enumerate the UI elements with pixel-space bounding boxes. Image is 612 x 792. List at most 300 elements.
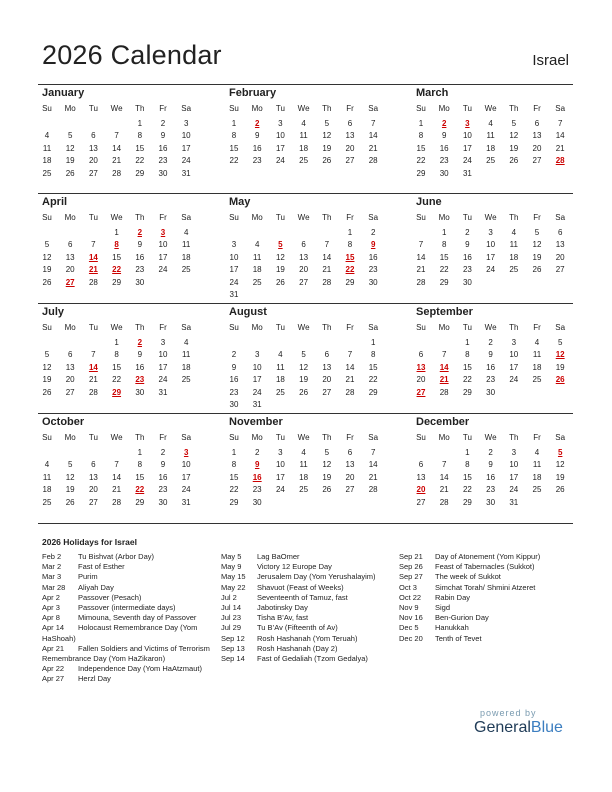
calendar-date: 28 xyxy=(368,156,378,166)
calendar-date: 9 xyxy=(488,460,493,470)
calendar-date: 30 xyxy=(439,168,449,178)
calendar-date: 24 xyxy=(181,485,191,495)
weekday-header: Sa xyxy=(181,433,192,442)
calendar-date: 11 xyxy=(299,460,308,470)
calendar-date: 22 xyxy=(229,485,239,495)
calendar-date: 10 xyxy=(275,131,285,141)
weekday-header: Su xyxy=(42,323,52,332)
calendar-date: 3 xyxy=(511,448,517,457)
weekday-header: Sa xyxy=(181,104,192,113)
weekday-header: Fr xyxy=(533,104,541,113)
calendar-date: 12 xyxy=(299,362,309,372)
calendar-date: 7 xyxy=(441,350,447,360)
holiday-name: Fast of Esther xyxy=(78,562,125,572)
weekday-header: Su xyxy=(416,433,426,442)
month-name: July xyxy=(42,306,65,318)
calendar-date: 27 xyxy=(532,156,542,166)
holiday-name: Rosh Hashanah (Yom Teruah) xyxy=(257,633,358,643)
weekday-header: Sa xyxy=(555,323,566,332)
holiday-item xyxy=(399,613,571,623)
holiday-date: 27 xyxy=(65,277,75,287)
calendar-date: 27 xyxy=(65,387,75,397)
calendar-date: 5 xyxy=(44,350,50,360)
calendar-date: 23 xyxy=(229,387,239,397)
holiday-date: 9 xyxy=(370,240,376,250)
weekday-header: Tu xyxy=(275,104,285,113)
calendar-date: 13 xyxy=(299,252,309,262)
calendar-date: 30 xyxy=(135,387,145,397)
calendar-date: 21 xyxy=(112,485,122,495)
calendar-date: 9 xyxy=(231,362,237,372)
weekday-header: Th xyxy=(135,213,145,222)
calendar-date: 8 xyxy=(441,240,447,250)
calendar-date: 19 xyxy=(555,472,565,482)
calendar-date: 5 xyxy=(44,240,50,250)
weekday-header: Fr xyxy=(346,104,354,113)
calendar-date: 13 xyxy=(345,131,355,141)
calendar-date: 16 xyxy=(158,143,168,153)
brand-logo[interactable] xyxy=(474,719,563,737)
calendar-date: 10 xyxy=(252,362,262,372)
calendar-date: 15 xyxy=(439,252,449,262)
calendar-date: 20 xyxy=(345,143,355,153)
calendar-date: 9 xyxy=(465,240,470,250)
holiday-date: 3 xyxy=(183,448,189,457)
holiday-item xyxy=(221,644,393,654)
calendar-date: 30 xyxy=(135,277,145,287)
calendar-date: 10 xyxy=(181,131,191,141)
calendar-date: 7 xyxy=(441,460,447,470)
holiday-column xyxy=(221,552,393,664)
calendar-date: 20 xyxy=(88,485,98,495)
holiday-name: Rabin Day xyxy=(435,592,471,602)
calendar-date: 28 xyxy=(416,277,426,287)
weekday-header: Mo xyxy=(64,213,76,222)
holiday-date-label: Feb 2 xyxy=(42,552,62,561)
calendar-date: 28 xyxy=(322,277,332,287)
calendar-date: 6 xyxy=(534,119,540,128)
calendar-date: 9 xyxy=(441,131,447,141)
weekday-header: Mo xyxy=(438,104,450,113)
weekday-header: Mo xyxy=(438,433,450,442)
calendar-date: 9 xyxy=(488,350,493,360)
weekday-header: Tu xyxy=(462,433,472,442)
holiday-item xyxy=(42,664,214,674)
calendar-date: 2 xyxy=(488,448,493,457)
holiday-item xyxy=(42,583,214,593)
calendar-date: 23 xyxy=(158,485,168,495)
calendar-date: 11 xyxy=(182,240,191,250)
weekday-header: Tu xyxy=(88,433,98,442)
weekday-header: Fr xyxy=(533,433,541,442)
holiday-date-label: May 9 xyxy=(221,562,242,572)
holiday-item xyxy=(221,552,393,562)
holiday-date-label: Apr 21 xyxy=(42,643,65,653)
calendar-date: 27 xyxy=(322,387,332,397)
holiday-item xyxy=(42,552,214,562)
calendar-date: 6 xyxy=(324,350,330,360)
calendar-date: 8 xyxy=(137,460,143,470)
calendar-date: 25 xyxy=(299,485,309,495)
calendar-date: 3 xyxy=(278,448,283,457)
holiday-name: Passover (intermediate days) xyxy=(78,603,176,613)
holiday-item xyxy=(42,593,214,603)
calendar-date: 4 xyxy=(183,228,189,237)
holiday-name: Shavuot (Feast of Weeks) xyxy=(257,582,344,592)
holiday-name: Holocaust Remembrance Day (Yom HaShoah) xyxy=(42,623,200,643)
calendar-date: 3 xyxy=(488,228,493,237)
calendar-date: 22 xyxy=(229,156,239,166)
calendar-date: 21 xyxy=(555,143,565,153)
calendar-date: 29 xyxy=(439,277,449,287)
calendar-date: 22 xyxy=(462,375,472,385)
holiday-date-label: Dec 20 xyxy=(399,633,423,643)
calendar-date: 1 xyxy=(465,338,470,347)
holiday-name: Independence Day (Yom HaAtzmaut) xyxy=(78,664,202,674)
calendar-date: 21 xyxy=(345,375,355,385)
holiday-name: Sigd xyxy=(435,603,451,613)
calendar-date: 9 xyxy=(160,131,166,141)
holiday-item xyxy=(42,644,214,664)
holiday-date-label: Apr 2 xyxy=(42,592,60,602)
calendar-date: 31 xyxy=(181,168,191,178)
weekday-header: Tu xyxy=(275,323,285,332)
holiday-name: Rosh Hashanah (Day 2) xyxy=(257,643,338,653)
weekday-header: Su xyxy=(416,323,426,332)
holiday-name: Aliyah Day xyxy=(78,582,114,592)
calendar-date: 17 xyxy=(181,472,191,482)
calendar-date: 26 xyxy=(322,156,332,166)
calendar-date: 15 xyxy=(135,472,145,482)
calendar-date: 27 xyxy=(555,265,565,275)
calendar-date: 3 xyxy=(160,338,166,347)
holiday-date: 15 xyxy=(345,252,355,262)
holiday-item xyxy=(221,583,393,593)
calendar-date: 8 xyxy=(465,350,470,360)
calendar-date: 29 xyxy=(135,168,145,178)
calendar-date: 31 xyxy=(252,400,262,409)
calendar-date: 25 xyxy=(42,497,52,507)
calendar-date: 29 xyxy=(416,168,426,178)
calendar-date: 11 xyxy=(42,143,52,153)
calendar-date: 4 xyxy=(534,448,540,457)
calendar-date: 11 xyxy=(486,131,495,141)
calendar-date: 10 xyxy=(158,240,168,250)
weekday-header: Tu xyxy=(275,433,285,442)
calendar-date: 26 xyxy=(42,277,52,287)
calendar-date: 21 xyxy=(368,143,378,153)
calendar-date: 10 xyxy=(229,252,239,262)
calendar-date: 30 xyxy=(368,277,378,287)
holiday-date: 2 xyxy=(137,338,143,347)
calendar-date: 13 xyxy=(322,362,332,372)
holiday-item xyxy=(399,562,571,572)
weekday-header: Tu xyxy=(88,104,98,113)
calendar-date: 13 xyxy=(555,240,565,250)
holiday-name: Jerusalem Day (Yom Yerushalayim) xyxy=(257,572,376,582)
calendar-date: 15 xyxy=(416,143,426,153)
weekday-header: Fr xyxy=(346,433,354,442)
calendar-date: 6 xyxy=(418,460,424,470)
weekday-header: We xyxy=(484,323,497,332)
calendar-date: 14 xyxy=(368,131,378,141)
holiday-date: 21 xyxy=(88,265,98,275)
weekday-header: Su xyxy=(416,213,426,222)
calendar-date: 19 xyxy=(299,375,309,385)
holiday-date: 2 xyxy=(441,119,447,128)
weekday-header: Th xyxy=(322,213,332,222)
calendar-date: 30 xyxy=(158,168,168,178)
holiday-date-label: Apr 27 xyxy=(42,674,65,684)
weekday-header: We xyxy=(484,104,497,113)
divider xyxy=(38,523,573,524)
brand-name-dark: General xyxy=(474,719,531,736)
calendar-date: 25 xyxy=(181,265,191,275)
calendar-date: 13 xyxy=(88,472,98,482)
holiday-name: Lag BaOmer xyxy=(257,552,300,561)
holiday-date-label: May 22 xyxy=(221,582,246,592)
calendar-date: 2 xyxy=(488,338,493,347)
weekday-header: We xyxy=(297,433,310,442)
month-name: October xyxy=(42,416,85,428)
calendar-date: 7 xyxy=(347,350,353,360)
calendar-date: 19 xyxy=(65,485,75,495)
weekday-header: We xyxy=(297,323,310,332)
calendar-date: 11 xyxy=(532,350,542,360)
calendar-date: 16 xyxy=(486,362,496,372)
calendar-date: 22 xyxy=(462,485,472,495)
holiday-name: Hanukkah xyxy=(435,623,469,633)
holiday-date: 9 xyxy=(254,460,260,470)
weekday-header: Su xyxy=(42,433,52,442)
holiday-item xyxy=(399,593,571,603)
calendar-date: 15 xyxy=(112,362,122,372)
weekday-header: Fr xyxy=(159,433,167,442)
weekday-header: Th xyxy=(135,323,145,332)
calendar-date: 10 xyxy=(275,460,285,470)
weekday-header: Th xyxy=(509,213,519,222)
calendar-date: 3 xyxy=(231,240,237,250)
calendar-date: 18 xyxy=(181,252,191,262)
holiday-item xyxy=(399,603,571,613)
holiday-item xyxy=(399,583,571,593)
calendar-date: 23 xyxy=(158,156,168,166)
calendar-date: 12 xyxy=(275,252,285,262)
weekday-header: Th xyxy=(509,323,519,332)
holiday-name: Day of Atonement (Yom Kippur) xyxy=(435,552,541,561)
calendar-date: 26 xyxy=(509,156,519,166)
weekday-header: Th xyxy=(322,433,332,442)
holiday-date: 26 xyxy=(555,375,565,385)
holiday-name: Fallen Soldiers and Victims of Terrorism Remembrance Day (Yom HaZikaron) xyxy=(42,643,212,664)
calendar-date: 8 xyxy=(137,131,143,141)
calendar-date: 18 xyxy=(275,375,285,385)
calendar-date: 11 xyxy=(532,460,542,470)
holiday-name: Ben-Gurion Day xyxy=(435,613,489,623)
calendar-date: 23 xyxy=(486,485,496,495)
calendar-date: 29 xyxy=(345,277,355,287)
holidays-title: 2026 Holidays for Israel xyxy=(42,537,137,547)
calendar-date: 24 xyxy=(158,375,168,385)
weekday-header: Sa xyxy=(555,104,566,113)
calendar-date: 13 xyxy=(65,362,75,372)
calendar-date: 24 xyxy=(509,375,519,385)
calendar-date: 18 xyxy=(299,472,309,482)
calendar-date: 6 xyxy=(418,350,424,360)
holiday-date-label: Sep 27 xyxy=(399,572,423,582)
calendar-date: 3 xyxy=(278,119,283,128)
calendar-date: 19 xyxy=(42,375,52,385)
calendar-date: 24 xyxy=(181,156,191,166)
calendar-date: 25 xyxy=(299,156,309,166)
calendar-date: 20 xyxy=(345,472,355,482)
holiday-name: Herzl Day xyxy=(78,674,111,684)
calendar-date: 1 xyxy=(418,119,424,128)
calendar-date: 23 xyxy=(439,156,449,166)
holiday-date: 28 xyxy=(555,156,565,166)
calendar-date: 17 xyxy=(275,472,285,482)
holiday-name: Jabotinsky Day xyxy=(257,603,308,613)
holiday-date-label: Sep 21 xyxy=(399,552,423,561)
calendar-date: 15 xyxy=(368,362,378,372)
holiday-date: 3 xyxy=(160,228,166,237)
weekday-header: Su xyxy=(229,104,239,113)
calendar-date: 2 xyxy=(160,448,166,457)
holiday-date: 22 xyxy=(345,265,355,275)
weekday-header: We xyxy=(110,323,123,332)
calendar-date: 16 xyxy=(135,362,145,372)
calendar-date: 21 xyxy=(112,156,122,166)
holiday-date-label: Jul 14 xyxy=(221,603,242,613)
weekday-header: Th xyxy=(322,104,332,113)
calendar-date: 14 xyxy=(439,472,449,482)
calendar-date: 3 xyxy=(254,350,260,360)
holiday-item xyxy=(399,623,571,633)
calendar-date: 11 xyxy=(299,131,308,141)
calendar-date: 2 xyxy=(231,350,237,360)
calendar-date: 25 xyxy=(275,387,285,397)
calendar-date: 11 xyxy=(182,350,191,360)
calendar-date: 18 xyxy=(252,265,262,275)
calendar-date: 24 xyxy=(158,265,168,275)
calendar-date: 1 xyxy=(441,228,447,237)
calendar-date: 26 xyxy=(42,387,52,397)
calendar-date: 23 xyxy=(135,265,145,275)
calendar-date: 29 xyxy=(368,387,378,397)
calendar-date: 24 xyxy=(275,156,285,166)
weekday-header: We xyxy=(110,104,123,113)
month-name: May xyxy=(229,196,251,208)
calendar-date: 25 xyxy=(509,265,519,275)
calendar-date: 22 xyxy=(368,375,378,385)
calendar-date: 28 xyxy=(112,497,122,507)
calendar-date: 18 xyxy=(532,472,542,482)
calendar-date: 16 xyxy=(368,252,378,262)
calendar-date: 10 xyxy=(509,460,519,470)
weekday-header: Mo xyxy=(251,433,263,442)
calendar-date: 22 xyxy=(112,375,122,385)
holiday-date: 23 xyxy=(135,375,145,385)
calendar-date: 23 xyxy=(462,265,472,275)
calendar-date: 20 xyxy=(88,156,98,166)
calendar-date: 6 xyxy=(91,131,96,141)
month-name: September xyxy=(416,306,473,318)
calendar-date: 12 xyxy=(555,460,565,470)
weekday-header: Th xyxy=(135,433,145,442)
month-name: January xyxy=(42,87,85,99)
month-row-divider xyxy=(38,84,573,85)
holiday-item xyxy=(399,572,571,582)
calendar-date: 9 xyxy=(254,131,260,141)
calendar-date: 7 xyxy=(324,240,330,250)
weekday-header: We xyxy=(110,213,123,222)
calendar-date: 17 xyxy=(252,375,262,385)
calendar-date: 28 xyxy=(88,387,98,397)
calendar-date: 5 xyxy=(67,460,73,470)
calendar-date: 23 xyxy=(486,375,496,385)
calendar-date: 30 xyxy=(486,387,496,397)
holiday-date: 12 xyxy=(555,350,565,360)
holiday-date: 8 xyxy=(114,240,119,250)
calendar-date: 17 xyxy=(158,252,168,262)
calendar-date: 4 xyxy=(301,448,306,457)
holiday-date: 16 xyxy=(252,472,262,482)
calendar-date: 4 xyxy=(44,131,50,141)
calendar-date: 17 xyxy=(181,143,191,153)
calendar-date: 12 xyxy=(509,131,519,141)
weekday-header: Fr xyxy=(159,323,167,332)
month-name: November xyxy=(229,416,283,428)
calendar-date: 3 xyxy=(183,119,189,128)
calendar-date: 18 xyxy=(532,362,542,372)
calendar-date: 6 xyxy=(91,460,96,470)
holiday-item xyxy=(221,562,393,572)
holiday-item xyxy=(42,562,214,572)
calendar-date: 28 xyxy=(439,497,449,507)
holiday-date: 2 xyxy=(254,119,260,128)
calendar-date: 20 xyxy=(65,265,75,275)
calendar-date: 27 xyxy=(345,485,355,495)
calendar-date: 24 xyxy=(462,156,472,166)
weekday-header: Tu xyxy=(462,323,472,332)
holiday-item xyxy=(42,674,214,684)
weekday-header: Sa xyxy=(181,213,192,222)
holiday-date-label: Dec 5 xyxy=(399,623,419,633)
calendar-date: 8 xyxy=(114,350,119,360)
calendar-date: 18 xyxy=(181,362,191,372)
holiday-name: Tisha B’Av, fast xyxy=(257,613,309,623)
holiday-date: 14 xyxy=(439,362,449,372)
calendar-date: 12 xyxy=(42,362,52,372)
calendar-date: 24 xyxy=(486,265,496,275)
holiday-date-label: Apr 3 xyxy=(42,603,60,613)
weekday-header: We xyxy=(297,104,310,113)
weekday-header: Th xyxy=(509,104,519,113)
weekday-header: Mo xyxy=(438,213,450,222)
calendar-date: 24 xyxy=(229,277,239,287)
weekday-header: Fr xyxy=(533,213,541,222)
calendar-date: 27 xyxy=(299,277,309,287)
weekday-header: Sa xyxy=(555,213,566,222)
calendar-date: 10 xyxy=(486,240,496,250)
weekday-header: Sa xyxy=(368,433,379,442)
weekday-header: Fr xyxy=(346,323,354,332)
holiday-date-label: May 15 xyxy=(221,572,246,582)
calendar-date: 17 xyxy=(509,362,519,372)
calendar-date: 15 xyxy=(112,252,122,262)
calendar-date: 26 xyxy=(532,265,542,275)
weekday-header: We xyxy=(484,213,497,222)
